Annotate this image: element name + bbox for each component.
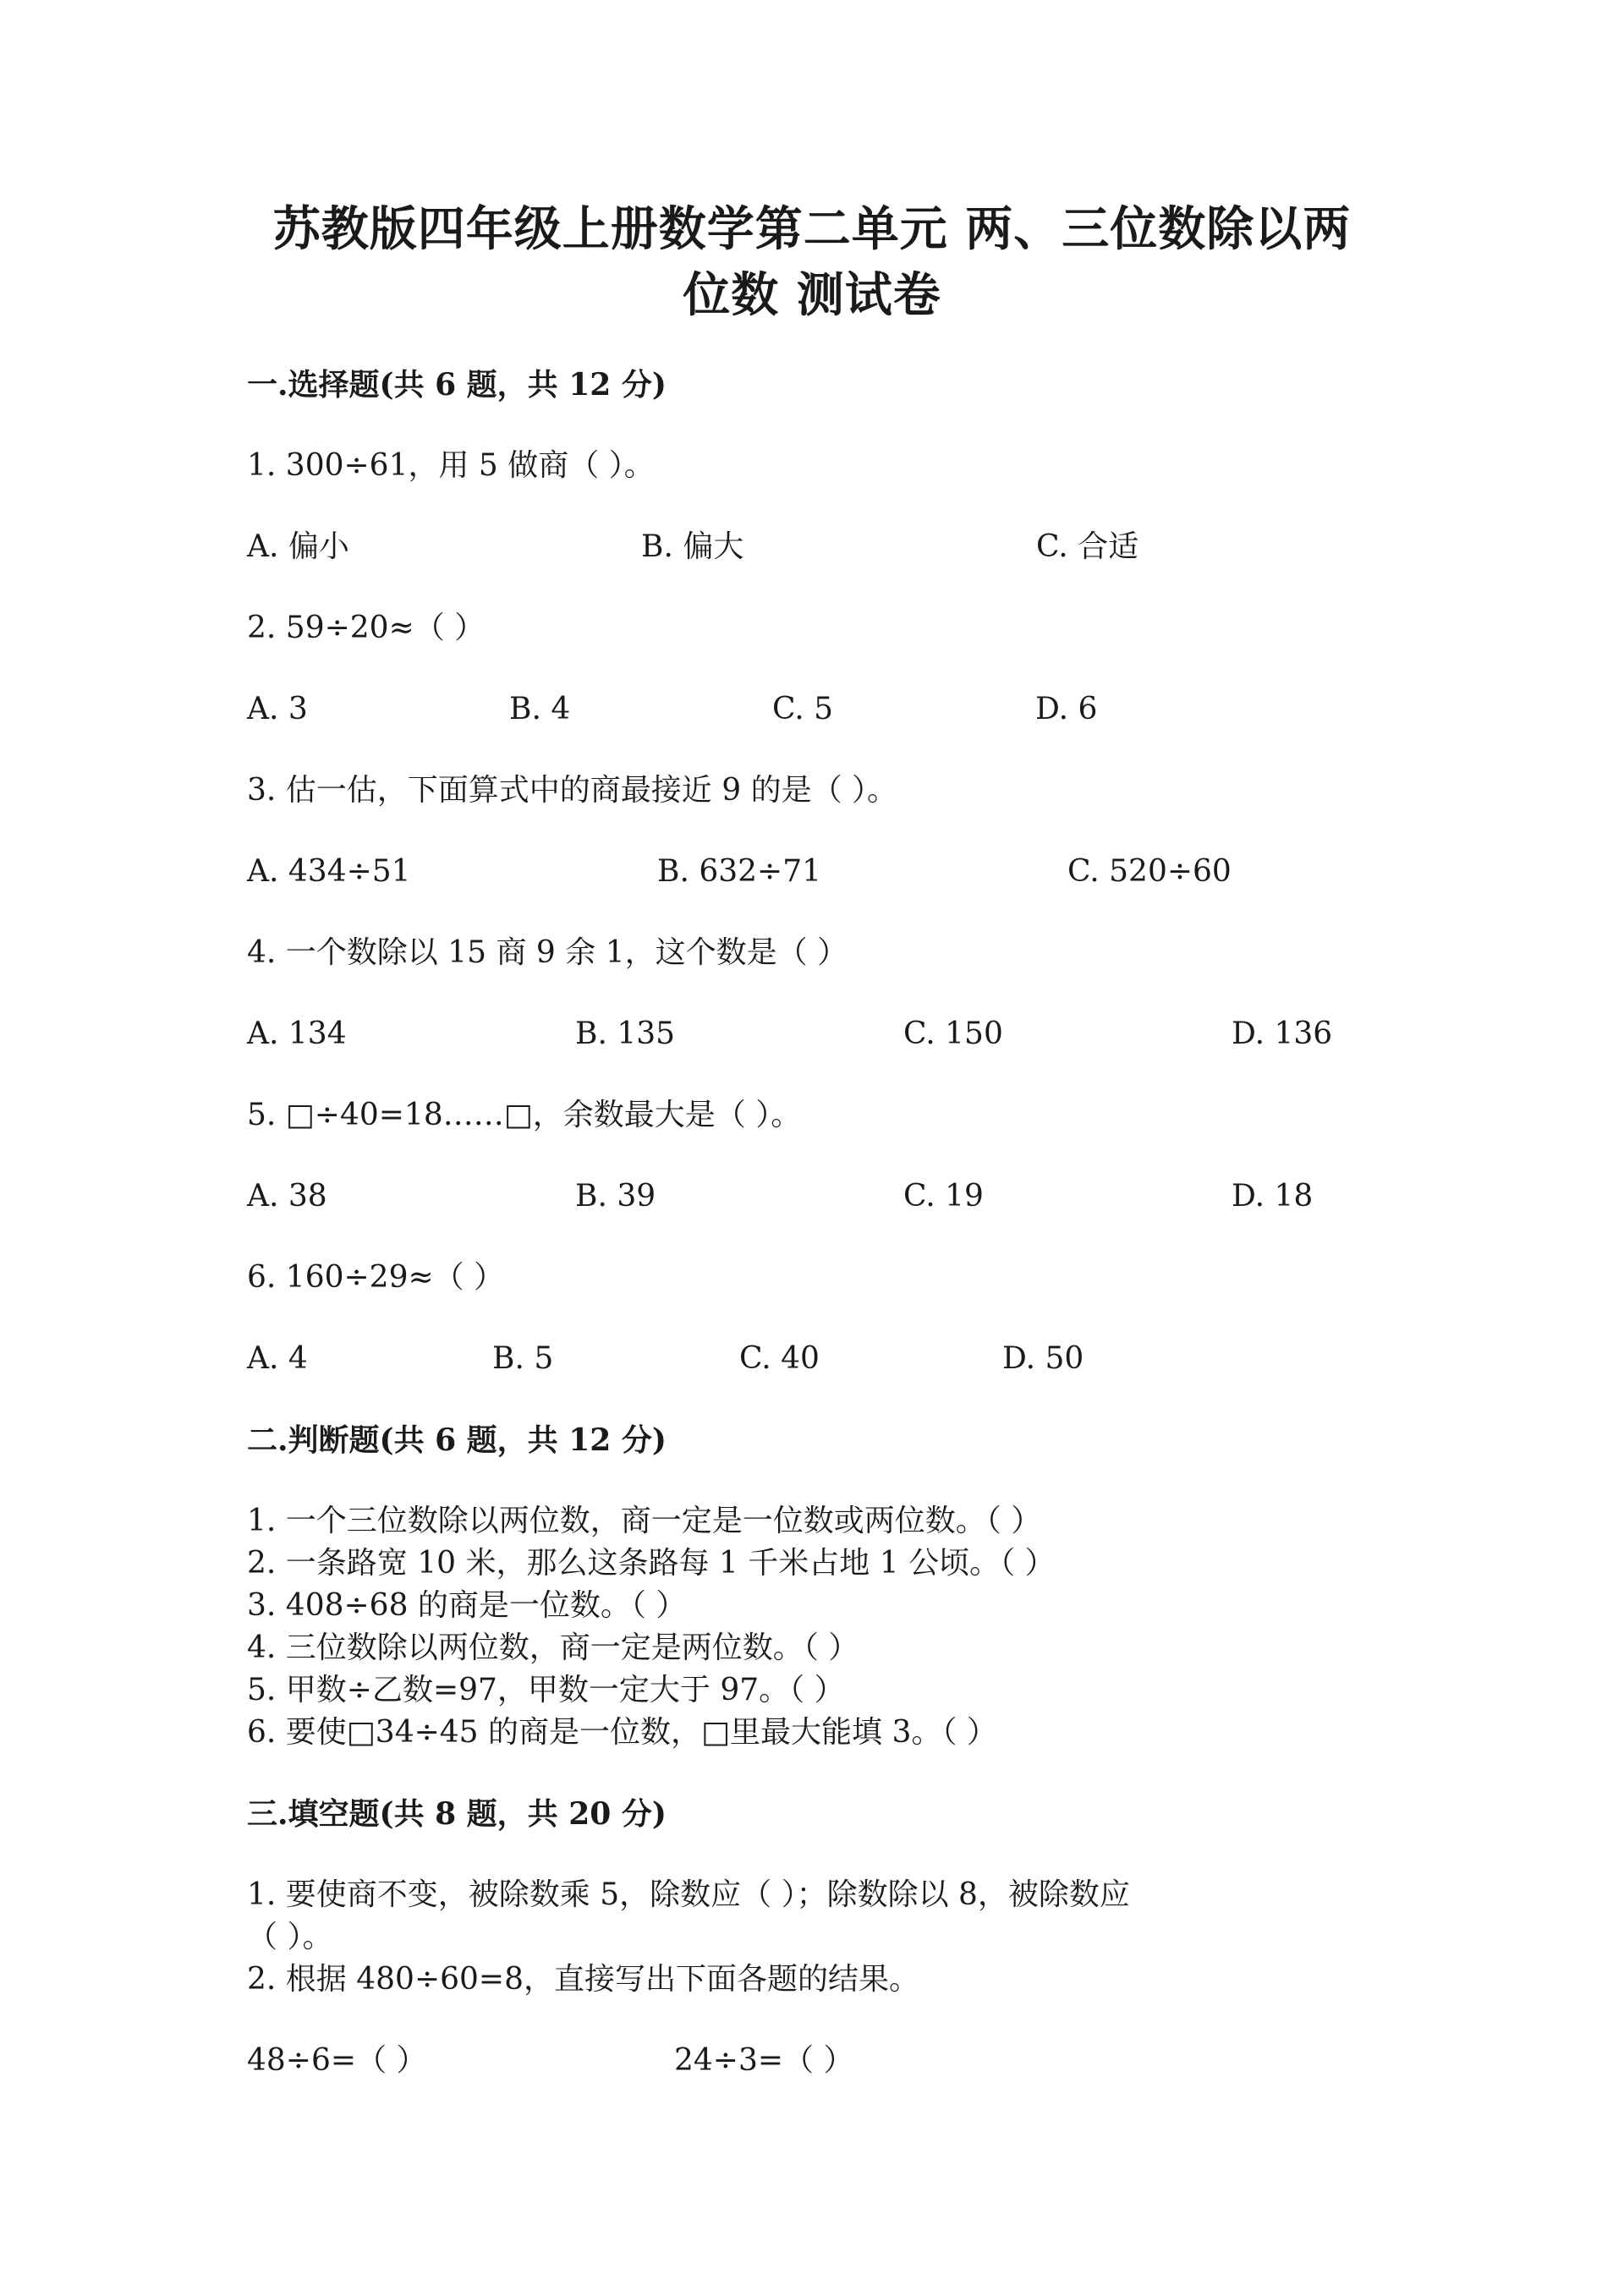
fill-question-1-line-2: （ ）。 — [247, 1920, 333, 1954]
choice-4-option-c: C. 150 — [903, 1016, 1003, 1051]
choice-4-option-a: A. 134 — [247, 1016, 347, 1051]
choice-1-option-a: A. 偏小 — [247, 529, 349, 564]
choice-2-option-c: C. 5 — [772, 692, 834, 726]
fill-2-subitem-2: 24÷3=（ ） — [674, 2043, 854, 2078]
choice-question-6: 6. 160÷29≈（ ） — [247, 1260, 505, 1295]
judge-question-5: 5. 甲数÷乙数=97，甲数一定大于 97。（ ） — [247, 1673, 845, 1707]
choice-5-option-a: A. 38 — [247, 1179, 327, 1214]
page-title-line-1: 苏教版四年级上册数学第二单元 两、三位数除以两 — [272, 201, 1352, 257]
choice-question-2: 2. 59÷20≈（ ） — [247, 611, 486, 645]
choice-6-option-d: D. 50 — [1002, 1341, 1084, 1376]
judge-question-3: 3. 408÷68 的商是一位数。（ ） — [247, 1588, 687, 1623]
choice-4-option-b: B. 135 — [575, 1016, 676, 1051]
choice-question-3: 3. 估一估，下面算式中的商最接近 9 的是（ ）。 — [247, 773, 898, 808]
choice-question-1: 1. 300÷61，用 5 做商（ ）。 — [247, 448, 655, 483]
section-heading-fill: 三.填空题(共 8 题，共 20 分) — [247, 1796, 667, 1832]
choice-2-option-b: B. 4 — [509, 692, 571, 726]
choice-3-option-b: B. 632÷71 — [657, 854, 822, 889]
choice-5-option-b: B. 39 — [575, 1179, 656, 1214]
choice-2-option-d: D. 6 — [1035, 692, 1098, 726]
choice-4-option-d: D. 136 — [1232, 1016, 1333, 1051]
section-heading-judge: 二.判断题(共 6 题，共 12 分) — [247, 1422, 667, 1458]
choice-6-option-a: A. 4 — [247, 1341, 308, 1376]
choice-question-5: 5. □÷40=18……□，余数最大是（ ）。 — [247, 1098, 802, 1132]
choice-6-option-b: B. 5 — [492, 1341, 554, 1376]
fill-question-2: 2. 根据 480÷60=8，直接写出下面各题的结果。 — [247, 1962, 919, 1997]
choice-1-option-c: C. 合适 — [1036, 529, 1139, 564]
choice-5-option-d: D. 18 — [1232, 1179, 1314, 1214]
choice-2-option-a: A. 3 — [247, 692, 308, 726]
choice-3-option-a: A. 434÷51 — [247, 854, 411, 889]
choice-6-option-c: C. 40 — [739, 1341, 820, 1376]
choice-1-option-b: B. 偏大 — [641, 529, 744, 564]
page-title-line-2: 位数 测试卷 — [683, 267, 941, 323]
choice-3-option-c: C. 520÷60 — [1067, 854, 1232, 889]
judge-question-6: 6. 要使□34÷45 的商是一位数，□里最大能填 3。（ ） — [247, 1715, 997, 1750]
choice-5-option-c: C. 19 — [903, 1179, 984, 1214]
fill-question-1-line-1: 1. 要使商不变，被除数乘 5，除数应（ ）；除数除以 8，被除数应 — [247, 1877, 1130, 1912]
section-heading-choice: 一.选择题(共 6 题，共 12 分) — [247, 367, 667, 403]
judge-question-4: 4. 三位数除以两位数，商一定是两位数。（ ） — [247, 1630, 859, 1665]
fill-2-subitem-1: 48÷6=（ ） — [247, 2043, 427, 2078]
choice-question-4: 4. 一个数除以 15 商 9 余 1，这个数是（ ） — [247, 935, 848, 970]
judge-question-2: 2. 一条路宽 10 米，那么这条路每 1 千米占地 1 公顷。（ ） — [247, 1546, 1056, 1581]
judge-question-1: 1. 一个三位数除以两位数，商一定是一位数或两位数。（ ） — [247, 1504, 1042, 1538]
